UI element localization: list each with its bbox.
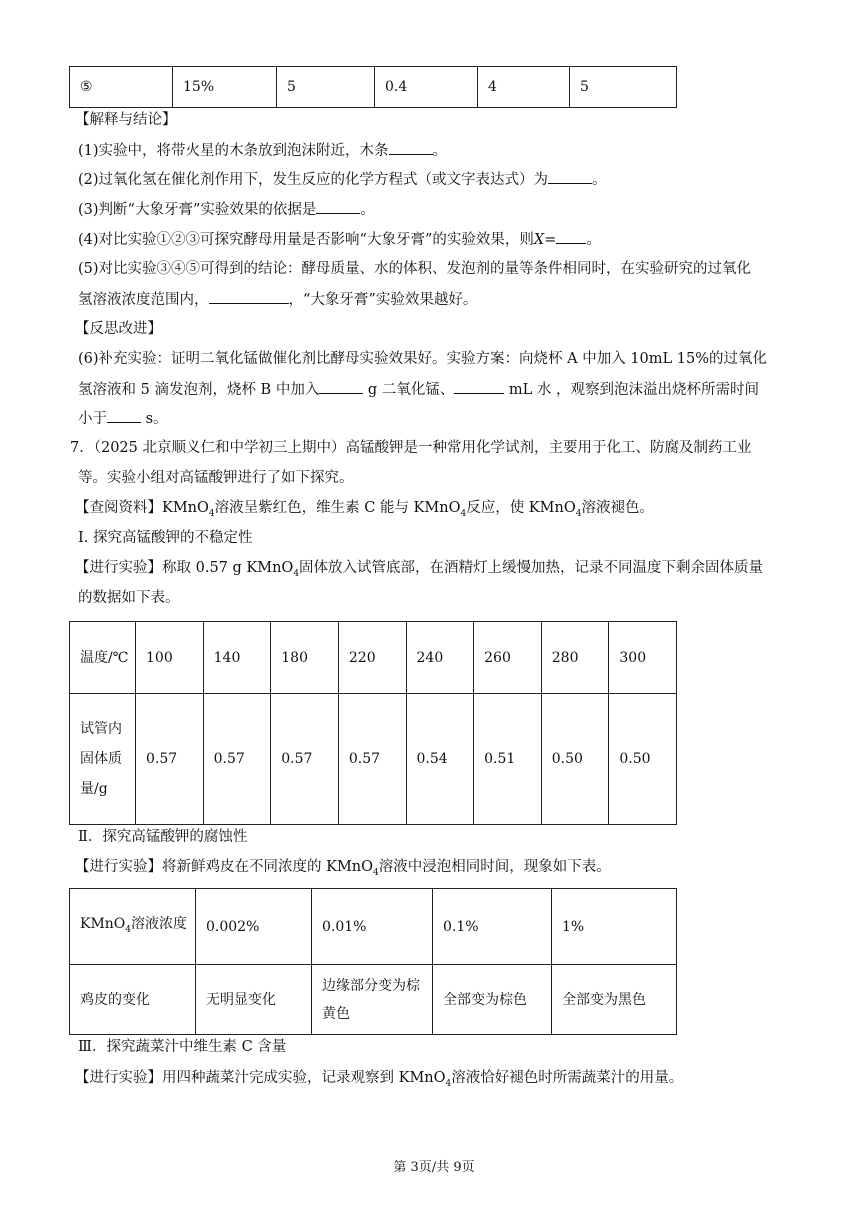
header-mass: 试管内固体质量/g [70,694,136,825]
part-3-title: Ⅲ．探究蔬菜汁中维生素 C 含量 [78,1039,287,1055]
question-4: (4)对比实验①②③可探究酵母用量是否影响“大象牙膏”的实验效果，则X= 。 [78,228,601,251]
mass-cell: 0.57 [271,694,339,825]
page-footer: 第 3页/共 9页 [393,1160,475,1175]
mass-cell: 0.54 [406,694,474,825]
section-reflect: 【反思改进】 [75,321,162,337]
experiment-1-line1: 【进行实验】称取 0.57 g KMnO$_4$固体放入试管底部，在酒精灯上缓慢加热，记录不同温度下剩余固体质量 [75,560,764,579]
mass-cell: 0.57 [338,694,406,825]
experiment-3: 【进行实验】用四种蔬菜汁完成实验，记录观察到 KMnO$_4$溶液恰好褪色时所需蔬菜汁的用量。 [75,1070,684,1089]
change-cell: 全部变为黑色 [552,965,677,1035]
temp-cell: 280 [541,622,609,694]
question-6-line1: (6)补充实验：证明二氧化锰做催化剂比酵母实验效果好。实验方案：向烧杯 A 中加入 10mL 15%的过氧化 [78,351,768,367]
part-1-title: I. 探究高锰酸钾的不稳定性 [78,530,253,546]
mass-cell: 0.57 [136,694,204,825]
section-explain: 【解释与结论】 [75,112,177,128]
part-2-title: Ⅱ．探究高锰酸钾的腐蚀性 [78,829,248,845]
question-6-line3: 小于 s。 [78,407,168,430]
question-6-line2: 氢溶液和 5 滴发泡剂，烧杯 B 中加入 g 二氧化锰、 mL 水 ，观察到泡沫溢出烧杯所需时间 [78,378,759,401]
change-cell: 全部变为棕色 [433,965,552,1035]
conc-cell: 0.002% [196,889,312,965]
temp-cell: 180 [271,622,339,694]
temp-cell: 100 [136,622,204,694]
question-5-line2: 氢溶液浓度范围内， ，“大象牙膏”实验效果越好。 [78,288,477,311]
conc-cell: 1% [552,889,677,965]
temp-cell: 140 [203,622,271,694]
header-concentration: KMnO$_4$溶液浓度 [70,889,196,965]
cell-concentration: 15% [173,67,277,108]
header-skin-change: 鸡皮的变化 [70,965,196,1035]
experiment-table-row5 [69,66,677,108]
question-2: (2)过氧化氢在催化剂作用下，发生反应的化学方程式（或文字表达式）为 。 [78,168,607,191]
cell-exp-no: ⑤ [70,67,173,108]
experiment-2: 【进行实验】将新鲜鸡皮在不同浓度的 KMnO$_4$溶液中浸泡相同时间，现象如下表。 [75,859,611,878]
conc-cell: 0.01% [312,889,433,965]
mass-cell: 0.50 [541,694,609,825]
temp-cell: 240 [406,622,474,694]
corrosion-table [69,888,677,1035]
cell-value: 5 [570,67,677,108]
experiment-1-line2: 的数据如下表。 [78,590,180,606]
temp-cell: 260 [474,622,542,694]
reference-info: 【查阅资料】KMnO$_4$溶液呈紫红色，维生素 C 能与 KMnO$_4$反应，使 KMnO$_4$溶液褪色。 [75,500,654,519]
mass-cell: 0.57 [203,694,271,825]
temp-cell: 220 [338,622,406,694]
mass-cell: 0.50 [609,694,677,825]
question-7-line2: 等。实验小组对高锰酸钾进行了如下探究。 [78,470,354,486]
temperature-mass-table [69,621,677,825]
question-1: (1)实验中，将带火星的木条放到泡沫附近，木条 。 [78,139,447,162]
question-5-line1: (5)对比实验③④⑤可得到的结论：酵母质量、水的体积、发泡剂的量等条件相同时，在实验研究的过氧化 [78,261,752,277]
change-cell: 边缘部分变为棕黄色 [312,965,433,1035]
header-temperature: 温度/℃ [70,622,136,694]
cell-value: 5 [277,67,375,108]
question-7-line1: 7．（2025 北京顺义仁和中学初三上期中）高锰酸钾是一种常用化学试剂，主要用于化工、防腐及制药工业 [70,440,752,456]
mass-cell: 0.51 [474,694,542,825]
conc-cell: 0.1% [433,889,552,965]
cell-value: 4 [478,67,570,108]
question-3: (3)判断“大象牙膏”实验效果的依据是 。 [78,198,375,221]
change-cell: 无明显变化 [196,965,312,1035]
temp-cell: 300 [609,622,677,694]
cell-value: 0.4 [375,67,478,108]
